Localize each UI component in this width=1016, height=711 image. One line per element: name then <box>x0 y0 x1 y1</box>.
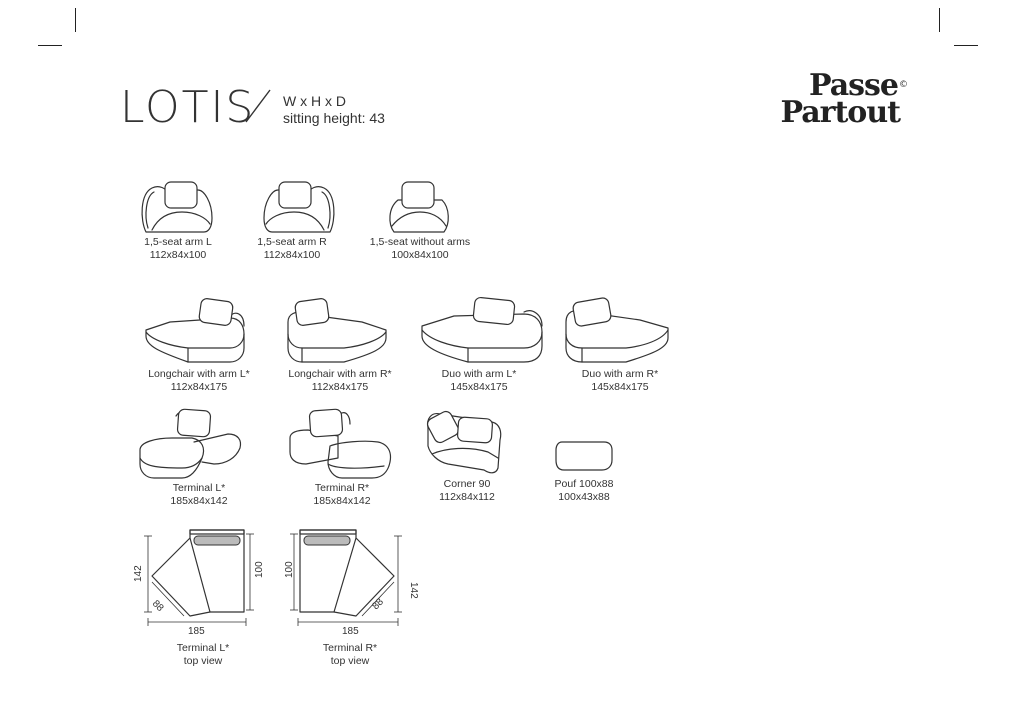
terminal-l-drawing <box>136 406 246 482</box>
crop-mark-tl-h <box>38 45 62 46</box>
caption-seat-arm-r <box>257 236 326 262</box>
item-size: 185x84x142 <box>170 495 228 507</box>
top-view-terminal-r <box>280 524 420 640</box>
caption-corner-90 <box>439 478 495 504</box>
dim-width: 185 <box>342 626 359 637</box>
item-size: 112x84x175 <box>170 381 228 393</box>
caption-longchair-r <box>288 368 391 394</box>
duo-r-drawing <box>560 296 674 368</box>
dim-diagonal: 88 <box>149 598 166 614</box>
sitting-height: sitting height: 43 <box>283 110 385 126</box>
caption-terminal-r <box>313 482 370 508</box>
item-size: 112x84x100 <box>149 249 207 261</box>
item-name: Longchair with arm L* <box>148 368 250 380</box>
item-name: Corner 90 <box>443 478 491 490</box>
seat-arm-r-drawing <box>258 180 338 236</box>
item-name: Duo with arm R* <box>581 368 659 380</box>
item-size: 185x84x142 <box>313 495 371 507</box>
item-name: Terminal R* <box>314 482 370 494</box>
item-size: 112x84x100 <box>263 249 321 261</box>
logo-line-2: Partout <box>780 95 900 130</box>
dim-back: 100 <box>284 561 295 578</box>
item-name: 1,5-seat without arms <box>369 236 471 248</box>
longchair-r-drawing <box>282 296 392 368</box>
item-name: Duo with arm L* <box>441 368 517 380</box>
seat-arm-l-drawing <box>138 180 218 236</box>
item-name: Pouf 100x88 <box>554 478 614 490</box>
dim-diagonal: 88 <box>370 596 386 613</box>
caption-seat-no-arms <box>370 236 470 262</box>
item-size: top view <box>330 655 370 667</box>
dim-width: 185 <box>188 626 205 637</box>
duo-l-drawing <box>418 296 548 368</box>
crop-mark-tr-h <box>954 45 978 46</box>
terminal-r-drawing <box>284 406 396 482</box>
pouf-drawing <box>552 436 616 474</box>
top-view-terminal-l <box>128 524 268 640</box>
caption-longchair-l <box>148 368 250 394</box>
item-name: 1,5-seat arm R <box>257 236 327 248</box>
item-size: top view <box>183 655 223 667</box>
dimensions-label: W x H x D <box>283 93 346 109</box>
dim-side: 142 <box>133 565 144 582</box>
caption-duo-l <box>442 368 517 394</box>
item-size: 100x84x100 <box>391 249 449 261</box>
dim-side: 142 <box>408 582 419 599</box>
copyright-mark: © <box>899 80 908 90</box>
title-slash <box>242 88 272 124</box>
item-name: 1,5-seat arm L <box>144 236 212 248</box>
caption-top-view-l <box>177 642 230 668</box>
item-name: Terminal L* <box>172 482 226 494</box>
item-size: 145x84x175 <box>450 381 508 393</box>
crop-mark-tl-v <box>75 8 76 32</box>
caption-duo-r <box>582 368 658 394</box>
longchair-l-drawing <box>140 296 250 368</box>
seat-no-arms-drawing <box>384 180 456 236</box>
item-name: Terminal L* <box>176 642 230 654</box>
caption-pouf <box>555 478 614 504</box>
item-size: 112x84x112 <box>439 491 495 503</box>
logo-line-1: Passe <box>808 68 898 103</box>
crop-mark-tr-v <box>939 8 940 32</box>
item-name: Longchair with arm R* <box>288 368 392 380</box>
caption-seat-arm-l <box>144 236 212 262</box>
item-size: 100x43x88 <box>558 491 610 503</box>
dim-back: 100 <box>254 561 265 578</box>
product-title: LOTIS <box>120 82 256 133</box>
brand-logo <box>770 68 908 130</box>
item-size: 112x84x175 <box>311 381 369 393</box>
item-size: 145x84x175 <box>591 381 649 393</box>
caption-terminal-l <box>170 482 227 508</box>
corner-90-drawing <box>422 408 506 478</box>
caption-top-view-r <box>323 642 377 668</box>
item-name: Terminal R* <box>322 642 378 654</box>
